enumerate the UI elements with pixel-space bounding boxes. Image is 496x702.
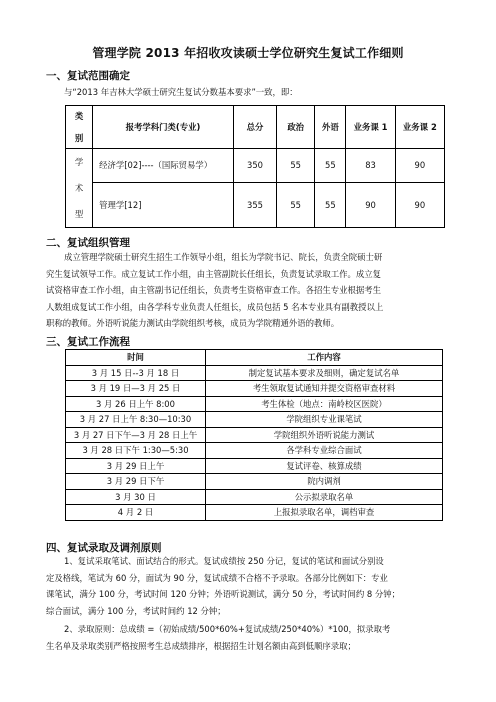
table-row — [66, 412, 443, 428]
cell-time: 3 月 30 日 — [66, 489, 206, 505]
row-group-label — [66, 149, 93, 228]
table-row — [66, 474, 443, 490]
category-label-bottom: 别 — [74, 133, 84, 143]
table-row — [66, 182, 445, 227]
cell-course-2: 90 — [395, 149, 444, 183]
cell-content: 制定复试基本要求及细则，确定复试名单 — [206, 365, 443, 381]
cell-total: 355 — [233, 182, 276, 227]
table-row — [66, 365, 443, 381]
group-char-2: 术 — [74, 183, 84, 193]
table-row — [66, 381, 443, 397]
cell-content: 复试评卷、核算成绩 — [206, 458, 443, 474]
cell-content: 学院组织外语听说能力测试 — [206, 427, 443, 443]
table-header-foreign-language: 外语 — [315, 106, 346, 149]
section-heading-workflow: 三、复试工作流程 — [46, 336, 130, 348]
section-intro-text: 与“2013 年吉林大学硕士研究生复试分数基本要求”一致，即： — [64, 87, 298, 97]
cell-time: 3 月 27 日下午—3 月 28 日上午 — [66, 427, 206, 443]
cell-foreign-language: 55 — [315, 182, 346, 227]
table-header-course-2: 业务课 2 — [395, 106, 444, 149]
paragraph-line: 课笔试，满分 100 分，考试时间 120 分钟；外语听说测试，满分 50 分，考试时间约 8 分钟； — [46, 589, 401, 599]
cell-subject: 经济学[02]----（国际贸易学） — [93, 149, 234, 183]
paragraph-line: 1、复试采取笔试、面试结合的形式。复试成绩按 250 分记，复试的笔试和面试分别设 — [64, 556, 384, 566]
table-row — [66, 396, 443, 412]
cell-time: 3 月 26 日上午 8:00 — [66, 396, 206, 412]
admission-paragraph-2 — [46, 621, 456, 654]
table-row — [66, 458, 443, 474]
paragraph-line: 人数组成复试工作小组，由各学科专业负责人任组长，成员包括 5 名本专业具有副教授以上 — [46, 301, 384, 312]
table-header-time: 时间 — [66, 350, 206, 366]
cell-course-1: 83 — [346, 149, 395, 183]
cell-time: 3 月 28 日下午 1:30—5:30 — [66, 443, 206, 459]
group-char-3: 型 — [74, 209, 84, 219]
table-header-category — [66, 106, 93, 149]
table-header-subject: 报考学科门类(专业) — [93, 106, 234, 149]
admission-paragraph-1 — [46, 553, 456, 619]
cell-time: 3 月 29 日下午 — [66, 474, 206, 490]
cell-content: 学院组织专业课笔试 — [206, 412, 443, 428]
cell-time: 3 月 29 日上午 — [66, 458, 206, 474]
cell-time: 3 月 27 日上午 8:30—10:30 — [66, 412, 206, 428]
section-heading-organization: 二、复试组织管理 — [46, 237, 130, 249]
table-row — [66, 149, 445, 183]
paragraph-line: 定及格线，笔试为 60 分，面试为 90 分，复试成绩不合格不予录取。各部分比例如下：专业 — [46, 572, 388, 583]
cell-subject: 管理学[12] — [93, 182, 234, 227]
table-row — [66, 505, 443, 521]
paragraph-line: 综合面试，满分 100 分，考试时间约 12 分钟； — [46, 605, 226, 616]
table-header-content: 工作内容 — [206, 350, 443, 366]
cell-politics: 55 — [277, 182, 315, 227]
category-label-top: 类 — [74, 111, 84, 121]
cell-course-2: 90 — [395, 182, 444, 227]
score-requirements-table — [65, 105, 445, 228]
cell-time: 3 月 15 日--3 月 18 日 — [66, 365, 206, 381]
cell-time: 3 月 19 日—3 月 25 日 — [66, 381, 206, 397]
cell-course-1: 90 — [346, 182, 395, 227]
table-row — [66, 427, 443, 443]
organization-paragraph — [46, 249, 456, 332]
cell-content: 院内调剂 — [206, 474, 443, 490]
page-title: 管理学院 2013 年招收攻读硕士学位研究生复试工作细则 — [92, 46, 404, 60]
table-header-course-1: 业务课 1 — [346, 106, 395, 149]
paragraph-line: 2、录取原则：总成绩 =（初始成绩/500*60%+复试成绩/250*40%）*100，拟录取考 — [64, 624, 391, 634]
section-heading-scope: 一、复试范围确定 — [46, 70, 130, 82]
cell-content: 考生体检（地点：南岭校区医院） — [206, 396, 443, 412]
cell-content: 公示拟录取名单 — [206, 489, 443, 505]
paragraph-line: 试资格审查工作小组，由主管副书记任组长，负责考生资格审查工作。各招生专业根据考生 — [46, 285, 381, 295]
table-header-total: 总分 — [233, 106, 276, 149]
cell-content: 上报拟录取名单，调档审查 — [206, 505, 443, 521]
cell-politics: 55 — [277, 149, 315, 183]
paragraph-line: 究生复试领导工作。成立复试工作小组，由主管副院长任组长，负责复试录取工作。成立复 — [46, 268, 381, 279]
table-header-politics: 政治 — [277, 106, 315, 149]
table-row — [66, 443, 443, 459]
workflow-table — [65, 349, 443, 521]
table-row — [66, 489, 443, 505]
paragraph-line: 成立管理学院硕士研究生招生工作领导小组，组长为学院书记、院长，负责全院硕士研 — [64, 252, 383, 262]
cell-content: 各学科专业综合面试 — [206, 443, 443, 459]
cell-time: 4 月 2 日 — [66, 505, 206, 521]
paragraph-line: 职称的教师。外语听说能力测试由学院组织考核，成员为学院精通外语的教师。 — [46, 318, 340, 328]
cell-foreign-language: 55 — [315, 149, 346, 183]
cell-content: 考生领取复试通知并提交资格审查材料 — [206, 381, 443, 397]
paragraph-line: 生名单及录取类别严格按照考生总成绩排序，根据招生计划名额由高到低顺序录取； — [46, 640, 356, 651]
group-char-1: 学 — [74, 157, 84, 167]
section-heading-admission: 四、复试录取及调剂原则 — [46, 542, 162, 554]
cell-total: 350 — [233, 149, 276, 183]
